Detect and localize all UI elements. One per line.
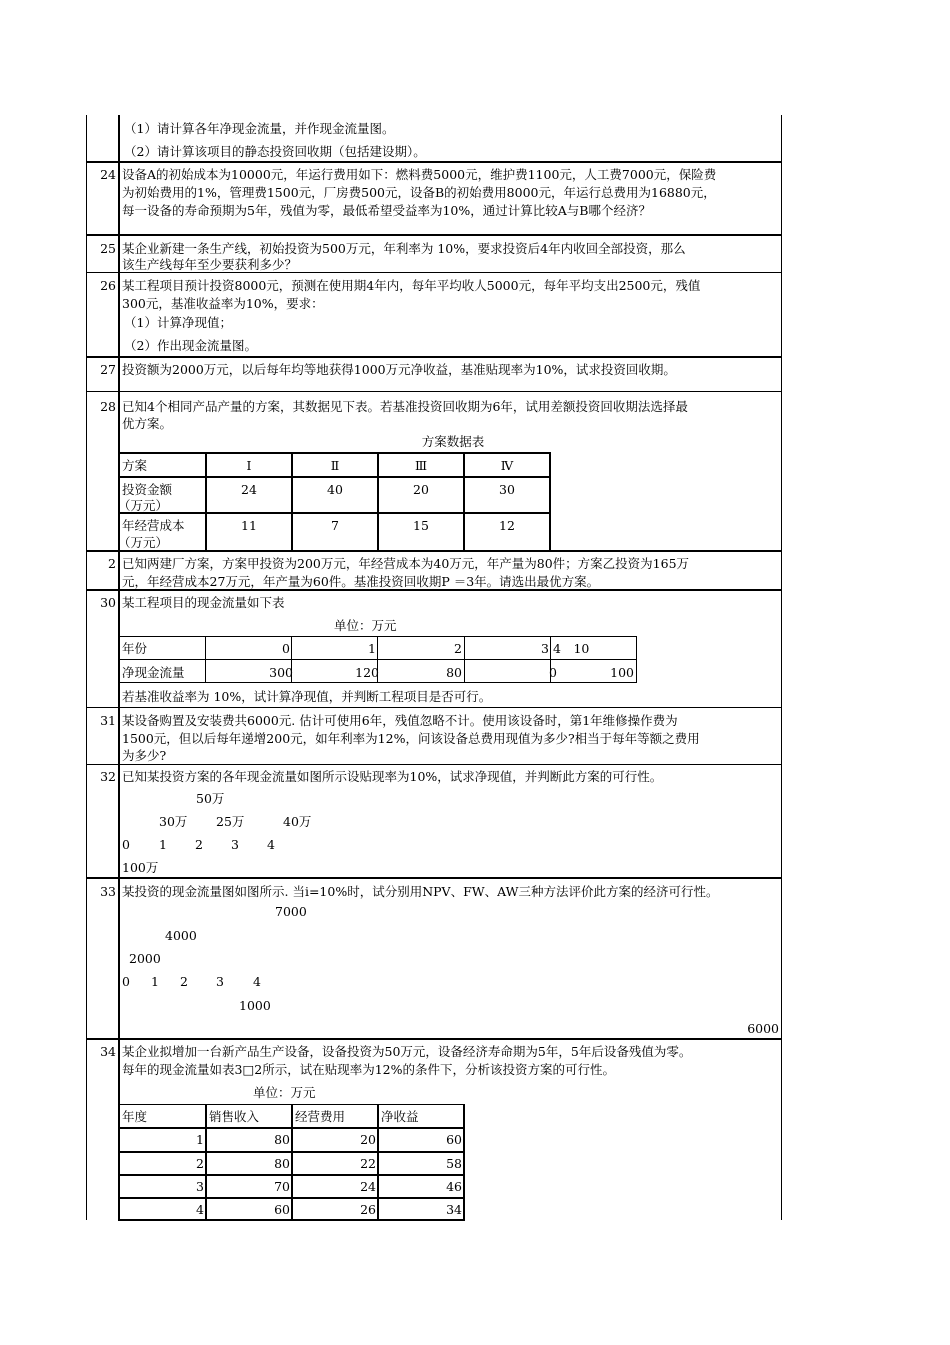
q33-label-4000: 4000 bbox=[165, 928, 197, 943]
q28-header-2: Ⅱ bbox=[330, 458, 340, 473]
q34-cell: 20 bbox=[360, 1132, 376, 1147]
q34-header: 净收益 bbox=[381, 1109, 419, 1124]
q30-number: 30 bbox=[100, 595, 116, 610]
q34-cell: 22 bbox=[360, 1156, 376, 1171]
row-divider bbox=[86, 707, 782, 708]
q30-year: 0 bbox=[282, 641, 290, 656]
q34-header: 经营费用 bbox=[295, 1109, 346, 1124]
row-divider bbox=[86, 550, 782, 552]
q30-line1: 某工程项目的现金流量如下表 bbox=[122, 595, 285, 610]
q30-cf: 300 bbox=[269, 665, 293, 680]
q33-label-1000: 1000 bbox=[239, 998, 271, 1013]
q25-number: 25 bbox=[100, 241, 116, 256]
q34-unit: 单位：万元 bbox=[253, 1085, 316, 1100]
q30-year: 1 bbox=[368, 641, 376, 656]
q24-line3: 每一设备的寿命预期为5年，残值为零，最低希望受益率为10%，通过计算比较A与B哪个经济？ bbox=[122, 203, 651, 218]
q30-cf-last-a: 0 bbox=[549, 665, 557, 680]
right-border bbox=[781, 115, 782, 1220]
q34-cell: 60 bbox=[446, 1132, 462, 1147]
q28-row2-label-a: 年经营成本 bbox=[122, 518, 185, 533]
q28-header-4: Ⅳ bbox=[500, 458, 514, 473]
q32-label-50: 50万 bbox=[196, 791, 225, 806]
q28-row2-label-b: （万元） bbox=[118, 535, 169, 550]
q33-label-2000: 2000 bbox=[129, 951, 161, 966]
q26-line3: （1）计算净现值； bbox=[124, 315, 232, 330]
q30-year: 3 bbox=[541, 641, 549, 656]
q27-number: 27 bbox=[100, 362, 116, 377]
q28-row1-label-b: （万元） bbox=[118, 498, 169, 513]
q27-line1: 投资额为2000万元，以后每年均等地获得1000万元净收益，基准贴现率为10%，试求投资回收期。 bbox=[122, 362, 676, 377]
q28-row1-label-a: 投资金额 bbox=[122, 482, 173, 497]
q34-number: 34 bbox=[100, 1044, 116, 1059]
q34-line2: 每年的现金流量如表3□2所示，试在贴现率为12%的条件下，分析该投资方案的可行性。 bbox=[122, 1062, 616, 1077]
q34-header: 年度 bbox=[122, 1109, 148, 1124]
q25-line2: 该生产线每年至少要获利多少？ bbox=[122, 257, 298, 272]
q24-line1: 设备A的初始成本为10000元，年运行费用如下：燃料费5000元，维护费1100元，人工费7000元，保险费 bbox=[122, 167, 717, 182]
q34-cell: 2 bbox=[196, 1156, 204, 1171]
q33-line1: 某投资的现金流量图如图所示. 当i=10%时，试分别用NPV、FW、AW三种方法评价此方案的经济可行性。 bbox=[122, 884, 719, 899]
q33-axis-2: 2 bbox=[180, 974, 188, 989]
q31-line1: 某设备购置及安装费共6000元. 估计可使用6年，残值忽略不计。使用该设备时，第1年维修操作费为 bbox=[122, 713, 678, 728]
q28-header-scheme: 方案 bbox=[122, 458, 148, 473]
q28-row2-cell: 11 bbox=[241, 518, 257, 533]
q30-cf-label: 净现金流量 bbox=[122, 665, 185, 680]
q31-line2: 1500元，但以后每年递增200元，如年利率为12%，问该设备总费用现值为多少?相当于每年等额之费用 bbox=[122, 731, 700, 746]
q31-number: 31 bbox=[100, 713, 116, 728]
q28-header-1: Ⅰ bbox=[246, 458, 252, 473]
q32-number: 32 bbox=[100, 769, 116, 784]
q26-line1: 某工程项目预计投资8000元，预测在使用期4年内，每年平均收人5000元，每年平均支出2500元，残值 bbox=[122, 278, 701, 293]
row-divider bbox=[86, 356, 782, 358]
q26-line4: （2）作出现金流量图。 bbox=[124, 338, 257, 353]
q33-axis-4: 4 bbox=[253, 974, 261, 989]
q34-line1: 某企业拟增加一台新产品生产设备，设备投资为50万元，设备经济寿命期为5年，5年后设备残值为零。 bbox=[122, 1044, 692, 1059]
q30-year-label: 年份 bbox=[122, 641, 148, 656]
q32-label-100: 100万 bbox=[122, 860, 159, 875]
q32-label-40: 40万 bbox=[283, 814, 312, 829]
q34-cell: 60 bbox=[274, 1202, 290, 1217]
q33-axis-1: 1 bbox=[151, 974, 159, 989]
q23-sub1: （1）请计算各年净现金流量，并作现金流量图。 bbox=[124, 121, 395, 136]
q30-line-end: 若基准收益率为 10%，试计算净现值，并判断工程项目是否可行。 bbox=[122, 689, 492, 704]
q29-number: 2 bbox=[108, 556, 116, 571]
q34-cell: 26 bbox=[360, 1202, 376, 1217]
q28-row1-cell: 20 bbox=[413, 482, 429, 497]
q28-table-title: 方案数据表 bbox=[421, 434, 485, 449]
q32-axis-0: 0 bbox=[122, 837, 130, 852]
q34-cell: 46 bbox=[446, 1179, 462, 1194]
row-divider bbox=[86, 161, 782, 163]
q30-cf: 80 bbox=[446, 665, 462, 680]
number-column-border bbox=[118, 115, 120, 1220]
q34-cell: 1 bbox=[196, 1132, 204, 1147]
q33-label-6000: 6000 bbox=[747, 1021, 779, 1036]
q28-line2: 优方案。 bbox=[122, 416, 173, 431]
q29-line2: 元，年经营成本27万元，年产量为60件。基准投资回收期P ＝3年。请选出最优方案。 bbox=[122, 574, 600, 589]
q34-cell: 70 bbox=[274, 1179, 290, 1194]
q34-cell: 80 bbox=[274, 1156, 290, 1171]
q31-line3: 为多少? bbox=[122, 748, 167, 763]
q23-sub2: （2）请计算该项目的静态投资回收期（包括建设期）。 bbox=[124, 144, 426, 159]
q33-axis-3: 3 bbox=[216, 974, 224, 989]
q30-cf-last-b: 100 bbox=[610, 665, 634, 680]
q28-row2-cell: 7 bbox=[331, 518, 339, 533]
q32-axis-4: 4 bbox=[267, 837, 275, 852]
row-divider bbox=[86, 1038, 782, 1040]
row-divider bbox=[86, 877, 782, 879]
q26-line2: 300元，基准收益率为10%，要求： bbox=[122, 296, 324, 311]
q30-year: 2 bbox=[454, 641, 462, 656]
q33-axis-0: 0 bbox=[122, 974, 130, 989]
q28-row1-cell: 24 bbox=[241, 482, 257, 497]
q34-cell: 58 bbox=[446, 1156, 462, 1171]
q30-unit: 单位：万元 bbox=[334, 618, 397, 633]
q28-number: 28 bbox=[100, 399, 116, 414]
q25-line1: 某企业新建一条生产线，初始投资为500万元，年利率为 10%，要求投资后4年内收回全部投资，那么 bbox=[122, 241, 686, 256]
q24-line2: 为初始费用的1%，管理费1500元，厂房费500元，设备B的初始费用8000元，年运行总费用为16880元， bbox=[122, 185, 716, 200]
q34-cell: 24 bbox=[360, 1179, 376, 1194]
q32-label-25: 25万 bbox=[216, 814, 245, 829]
row-divider bbox=[86, 391, 782, 392]
q28-header-3: Ⅲ bbox=[414, 458, 428, 473]
q24-number: 24 bbox=[100, 167, 116, 182]
q28-row1-cell: 40 bbox=[327, 482, 343, 497]
q26-number: 26 bbox=[100, 278, 116, 293]
q28-row2-cell: 12 bbox=[499, 518, 515, 533]
q34-header: 销售收入 bbox=[209, 1109, 260, 1124]
q34-cell: 3 bbox=[196, 1179, 204, 1194]
q34-cell: 34 bbox=[446, 1202, 462, 1217]
q32-line1: 已知某投资方案的各年现金流量如图所示设贴现率为10%，试求净现值，并判断此方案的可行性。 bbox=[122, 769, 663, 784]
q29-line1: 已知两建厂方案，方案甲投资为200万元，年经营成本为40万元，年产量为80件；方案乙投资为165万 bbox=[122, 556, 690, 571]
q30-cf: 120 bbox=[355, 665, 379, 680]
q28-row2-cell: 15 bbox=[413, 518, 429, 533]
q32-axis-1: 1 bbox=[159, 837, 167, 852]
q33-label-7000: 7000 bbox=[275, 904, 307, 919]
q30-year-last: 4 10 bbox=[553, 641, 590, 656]
q32-axis-3: 3 bbox=[231, 837, 239, 852]
q33-number: 33 bbox=[100, 884, 116, 899]
row-divider bbox=[86, 764, 782, 765]
q34-cell: 4 bbox=[196, 1202, 204, 1217]
q34-cell: 80 bbox=[274, 1132, 290, 1147]
q28-row1-cell: 30 bbox=[499, 482, 515, 497]
q32-label-30: 30万 bbox=[159, 814, 188, 829]
row-divider bbox=[86, 234, 782, 236]
q32-axis-2: 2 bbox=[195, 837, 203, 852]
q28-line1: 已知4个相同产品产量的方案，其数据见下表。若基准投资回收期为6年，试用差额投资回收期法选择最 bbox=[122, 399, 688, 414]
